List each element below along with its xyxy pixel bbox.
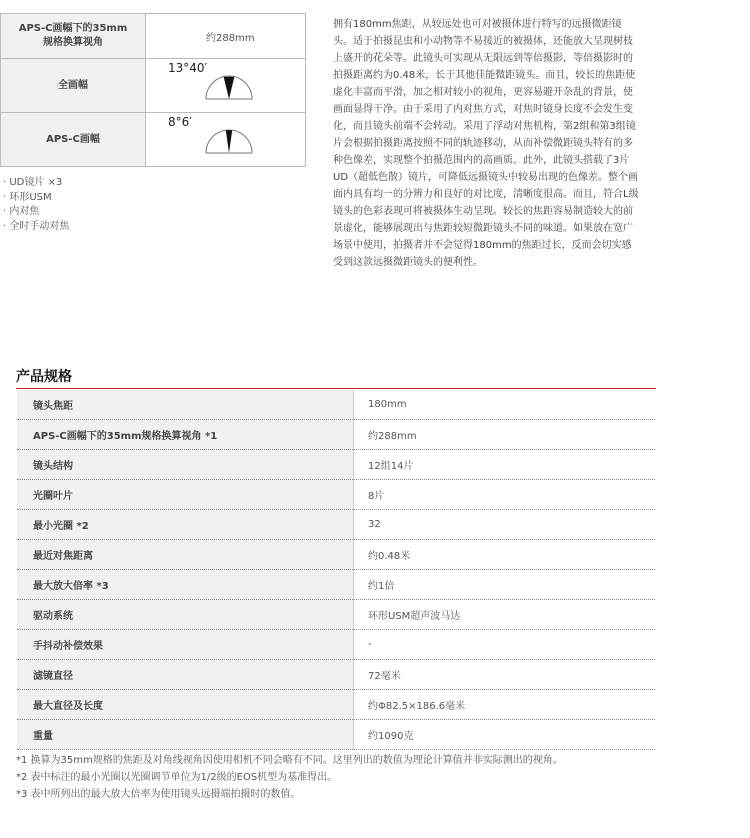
table-row [17, 720, 655, 750]
spec-value: 180mm [354, 390, 656, 420]
spec-value: 约288mm [354, 420, 656, 450]
spec-key: 镜头焦距 [17, 390, 354, 420]
table-row [17, 630, 655, 660]
section-divider [16, 388, 656, 389]
aps-c-label: APS-C画幅 [1, 113, 146, 167]
spec-key: APS-C画幅下的35mm规格换算视角 *1 [17, 420, 354, 450]
intro-paragraph: 拥有180mm焦距，从较远处也可对被摄体进行特写的远摄微距镜头。适于拍摄昆虫和小动物等不易接近的被摄体，还能放大呈现树枝上盛开的花朵等。此镜头可实现从无限远到等倍摄影，等倍摄影时的拍摄距离约为0.48米，长于其他佳能微距镜头。而且，较长的焦距使虚化丰富而平滑，加之相对较小的视角，更容易避开杂乱的背景，使画面显得干净。由于采用了内对焦方式，对焦时镜身长度不会发生变化，而且镜头前端不会转动。采用了浮动对焦机构，第2组和第3组镜片会根据拍摄距离按照不同的轨迹移动，从而补偿微距镜头特有的多种色像差，实现整个拍摄范围内的高画质。此外，此镜头搭载了3片UD（超低色散）镜片，可降低远摄镜头中较易出现的色像差。整个画面内具有均一的分辨力和良好的对比度，清晰度很高。而且，符合L级镜头的色彩表现可将被摄体生动呈现。较长的焦距容易制造较大的前景虚化，能够展现出与焦距较短微距镜头不同的味道。如果放在宽广场景中使用，拍摄者并不会觉得180mm的焦距过长，反而会切实感受到这款远摄微距镜头的便利性。 [333, 19, 639, 268]
aps-c-equivalent-label: APS-C画幅下的35mm 规格换算视角 [1, 14, 146, 59]
aps-c-equivalent-value: 约288mm [146, 14, 306, 59]
spec-value: 约1倍 [354, 570, 656, 600]
spec-key: 滤镜直径 [17, 660, 354, 690]
table-row [17, 660, 655, 690]
full-frame-angle: 13°40′ [168, 61, 208, 75]
footnotes [16, 752, 563, 803]
aps-c-angle-diagram [204, 127, 254, 155]
spec-value: 约1090克 [354, 720, 656, 750]
spec-key: 最大放大倍率 *3 [17, 570, 354, 600]
full-frame-label: 全画幅 [1, 59, 146, 113]
spec-value: 8片 [354, 480, 656, 510]
spec-key: 最近对焦距离 [17, 540, 354, 570]
table-row [17, 480, 655, 510]
spec-value: 12组14片 [354, 450, 656, 480]
feature-item: · UD镜片 ×3 [3, 176, 69, 191]
spec-key: 手抖动补偿效果 [17, 630, 354, 660]
spec-key: 光圈叶片 [17, 480, 354, 510]
spec-value: 72毫米 [354, 660, 656, 690]
spec-section-title: 产品规格 [16, 369, 72, 385]
spec-key: 镜头结构 [17, 450, 354, 480]
spec-key: 最大直径及长度 [17, 690, 354, 720]
table-row [17, 570, 655, 600]
table-row [17, 390, 655, 420]
spec-key: 重量 [17, 720, 354, 750]
spec-key: 最小光圈 *2 [17, 510, 354, 540]
spec-value: 约Φ82.5×186.6毫米 [354, 690, 656, 720]
spec-key: 驱动系统 [17, 600, 354, 630]
spec-value: - [354, 630, 656, 660]
table-row [17, 450, 655, 480]
view-angle-fan [226, 130, 232, 153]
feature-item: · 全时手动对焦 [3, 220, 69, 235]
spec-value: 环形USM超声波马达 [354, 600, 656, 630]
table-row [17, 420, 655, 450]
spec-table [17, 390, 655, 750]
footnote: *1 换算为35mm规格的焦距及对角线视角因使用相机不同会略有不同。这里列出的数值为理论计算值并非实际测出的视角。 [16, 755, 563, 766]
table-row [17, 690, 655, 720]
feature-item: · 环形USM [3, 191, 69, 206]
aps-c-angle: 8°6′ [168, 115, 192, 129]
spec-value: 32 [354, 510, 656, 540]
spec-value: 约0.48米 [354, 540, 656, 570]
view-angle-fan [224, 77, 235, 99]
table-row [17, 510, 655, 540]
feature-list [3, 176, 69, 234]
table-row [17, 600, 655, 630]
feature-item: · 内对焦 [3, 205, 69, 220]
footnote: *2 表中标注的最小光圈以光圈调节单位为1/2级的EOS机型为基准得出。 [16, 772, 338, 783]
angle-table [0, 13, 306, 167]
aps-c-angle-cell [146, 113, 306, 167]
footnote: *3 表中所列出的最大放大倍率为使用镜头远摄端拍摄时的数值。 [16, 789, 301, 800]
table-row [17, 540, 655, 570]
full-frame-angle-cell [146, 59, 306, 113]
full-frame-angle-diagram [204, 73, 254, 101]
